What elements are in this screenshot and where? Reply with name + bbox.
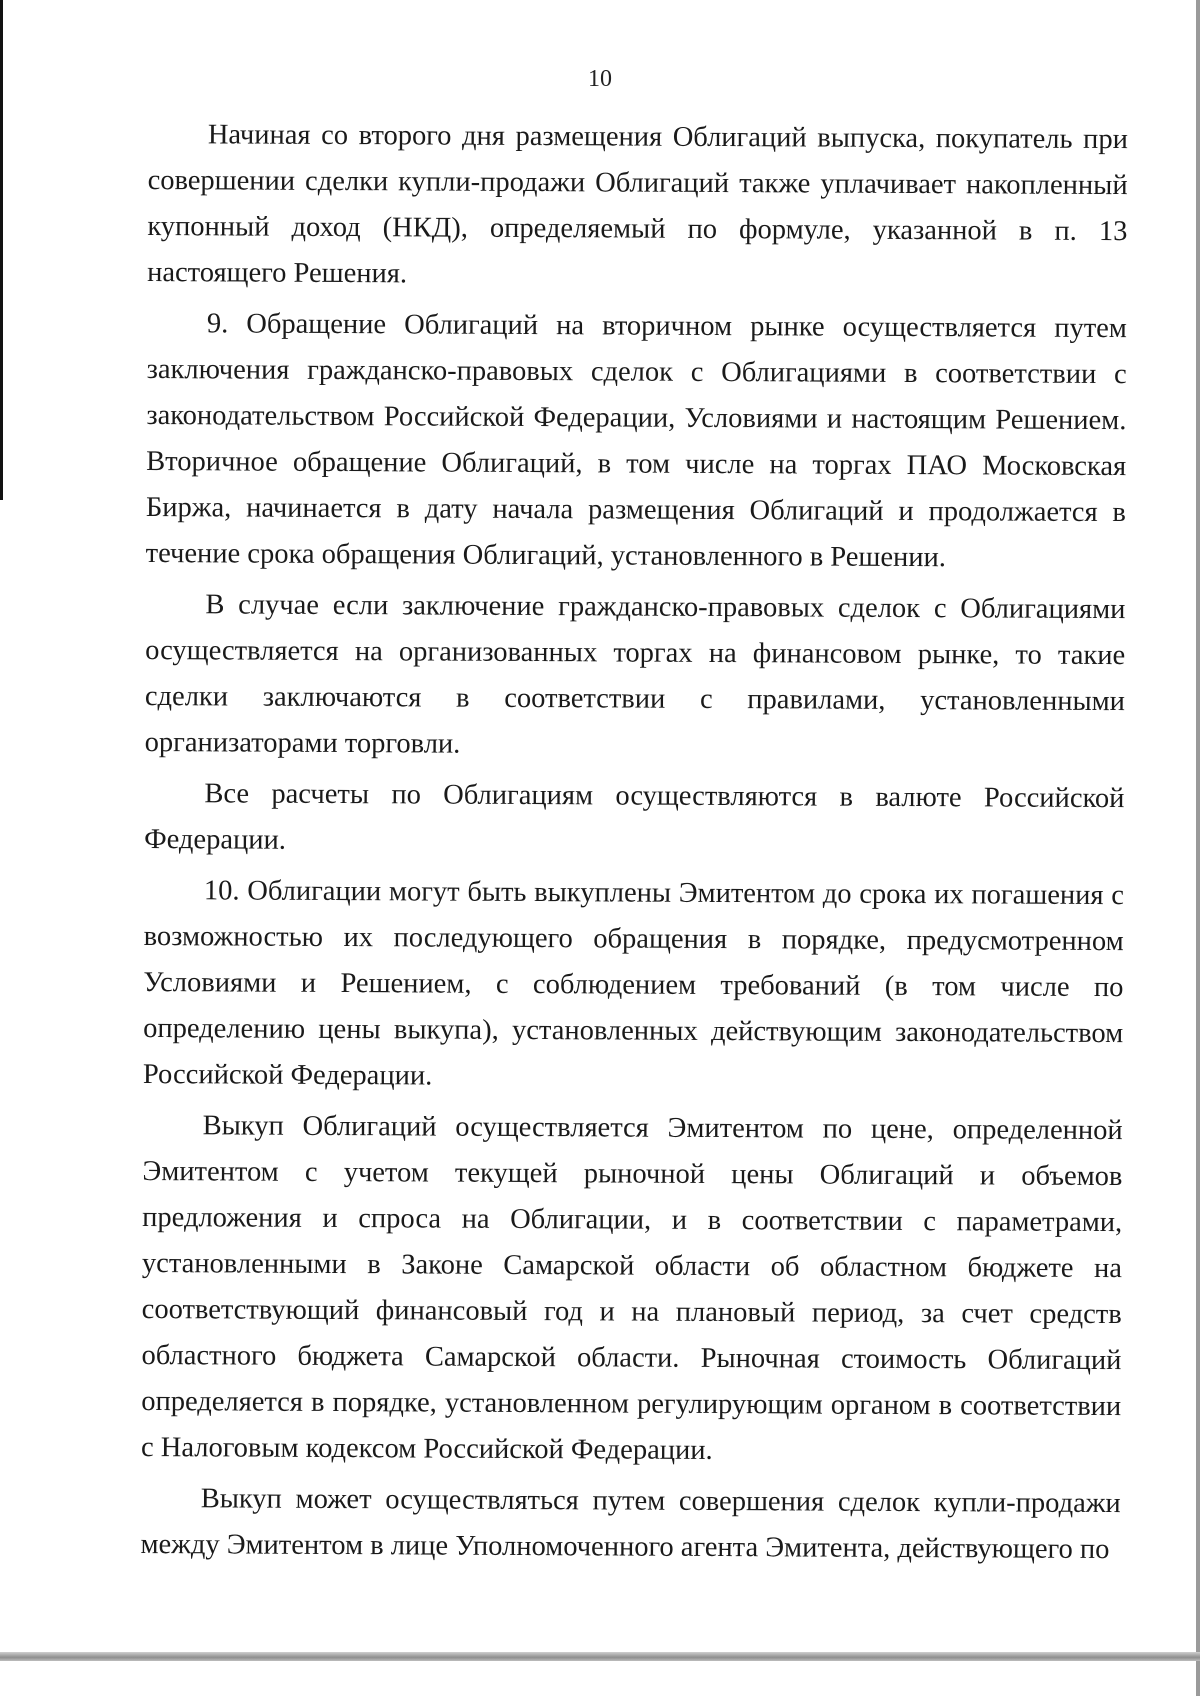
scan-edge-bottom xyxy=(0,1652,1200,1661)
document-body xyxy=(140,112,1128,1578)
paragraph-10-buyback: 10. Облигации могут быть выкуплены Эмитентом до срока их погашения с возможностью их последующего обращения в порядке, предусмотренном Условиями и Решением, с соблюдением требований (в том числе по определению цены выкупа), установленных действующим законодательством Российской Федерации. xyxy=(142,875,1124,1092)
scan-edge-right xyxy=(1196,0,1200,1696)
paragraph-buyback-price: Выкуп Облигаций осуществляется Эмитентом по цене, определенной Эмитентом с учетом текущей рыночной цены Облигаций и объемов предложения и спроса на Облигации, и в соответствии с параметрами, установленными в Законе Самарской области об областном бюджете на соответствующий финансовый год и на плановый период, за счет средств областного бюджета Самарской области. Рыночная стоимость Облигаций определяется в порядке, установленном регулирующим органом в соответствии с Налоговым кодексом Российской Федерации. xyxy=(140,1110,1123,1466)
paragraph-buyback-method: Выкуп может осуществляться путем совершения сделок купли-продажи между Эмитентом в лице Уполномоченного агента Эмитента, действующего по xyxy=(140,1483,1121,1566)
paragraph-nkd: Начиная со второго дня размещения Облигаций выпуска, покупатель при совершении сделки купли-продажи Облигаций также уплачивает накопленный купонный доход (НКД), определяемый по формуле, указанной в п. 13 настоящего Решения. xyxy=(147,119,1128,290)
paragraph-9-circulation: 9. Обращение Облигаций на вторичном рынке осуществляется путем заключения гражданско-правовых сделок с Облигациями в соответствии с законодательством Российской Федерации, Условиями и настоящим Решением. Вторичное обращение Облигаций, в том числе на торгах ПАО Московская Биржа, начинается в дату начала размещения Облигаций и продолжается в течение срока обращения Облигаций, установленного в Решении. xyxy=(145,308,1127,574)
paragraph-organized-trading: В случае если заключение гражданско-правовых сделок с Облигациями осуществляется на организованных торгах на финансовом рынке, то такие сделки заключаются в соответствии с правилами, установленными организаторами торговли. xyxy=(144,589,1126,760)
paragraph-settlements: Все расчеты по Облигациям осуществляются в валюте Российской Федерации. xyxy=(144,778,1125,856)
page-number: 10 xyxy=(588,66,612,92)
